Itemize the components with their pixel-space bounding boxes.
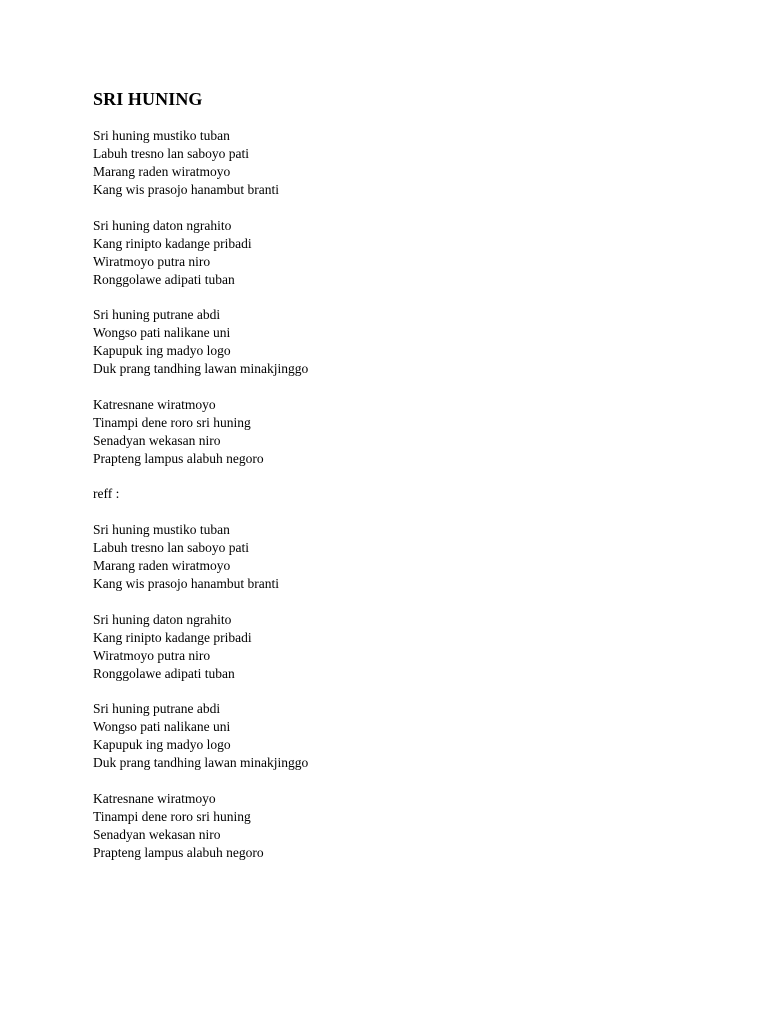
lyric-line: Marang raden wiratmoyo xyxy=(93,557,231,573)
lyric-line: Kang rinipto kadange pribadi xyxy=(93,235,252,251)
lyric-line: Katresnane wiratmoyo xyxy=(93,396,216,412)
lyric-line: Sri huning daton ngrahito xyxy=(93,611,232,627)
lyric-line: Tinampi dene roro sri huning xyxy=(93,808,251,824)
lyric-line: Kapupuk ing madyo logo xyxy=(93,737,231,753)
lyric-line: Sri huning daton ngrahito xyxy=(93,217,232,233)
stanza xyxy=(93,306,713,378)
lyric-line: Labuh tresno lan saboyo pati xyxy=(93,539,249,555)
stanza xyxy=(93,396,713,468)
lyric-line: Kang wis prasojo hanambut branti xyxy=(93,575,279,591)
lyric-line: Ronggolawe adipati tuban xyxy=(93,665,235,681)
lyric-line: Wongso pati nalikane uni xyxy=(93,325,231,341)
lyric-line: Prapteng lampus alabuh negoro xyxy=(93,844,264,860)
lyric-line: Wiratmoyo putra niro xyxy=(93,647,211,663)
lyric-line: Labuh tresno lan saboyo pati xyxy=(93,146,249,161)
lyric-line: Sri huning putrane abdi xyxy=(93,307,221,323)
lyric-line: Katresnane wiratmoyo xyxy=(93,790,216,806)
stanza xyxy=(93,485,713,503)
stanza xyxy=(93,217,713,289)
lyrics-body xyxy=(93,127,713,862)
lyric-line: Prapteng lampus alabuh negoro xyxy=(93,450,264,466)
lyric-line: Senadyan wekasan niro xyxy=(93,826,221,842)
lyric-line: Sri huning putrane abdi xyxy=(93,701,221,717)
lyric-line: Duk prang tandhing lawan minakjinggo xyxy=(93,755,309,771)
lyric-line: Tinampi dene roro sri huning xyxy=(93,414,251,430)
lyric-line: Ronggolawe adipati tuban xyxy=(93,271,235,287)
lyric-line: Wiratmoyo putra niro xyxy=(93,253,211,269)
stanza xyxy=(93,521,713,593)
stanza xyxy=(93,611,713,683)
stanza xyxy=(93,127,713,199)
lyric-line: Sri huning mustiko tuban xyxy=(93,128,230,143)
stanza xyxy=(93,790,713,862)
lyric-line: Wongso pati nalikane uni xyxy=(93,719,231,735)
lyric-line: reff : xyxy=(93,486,120,502)
document-page xyxy=(93,88,713,879)
lyric-line: Sri huning mustiko tuban xyxy=(93,521,230,537)
stanza xyxy=(93,700,713,772)
song-title: SRI HUNING xyxy=(93,89,203,109)
lyric-line: Kang wis prasojo hanambut branti xyxy=(93,182,279,197)
lyric-line: Senadyan wekasan niro xyxy=(93,432,221,448)
lyric-line: Kapupuk ing madyo logo xyxy=(93,343,231,359)
lyric-line: Duk prang tandhing lawan minakjinggo xyxy=(93,361,309,377)
lyric-line: Kang rinipto kadange pribadi xyxy=(93,629,252,645)
lyric-line: Marang raden wiratmoyo xyxy=(93,164,231,179)
